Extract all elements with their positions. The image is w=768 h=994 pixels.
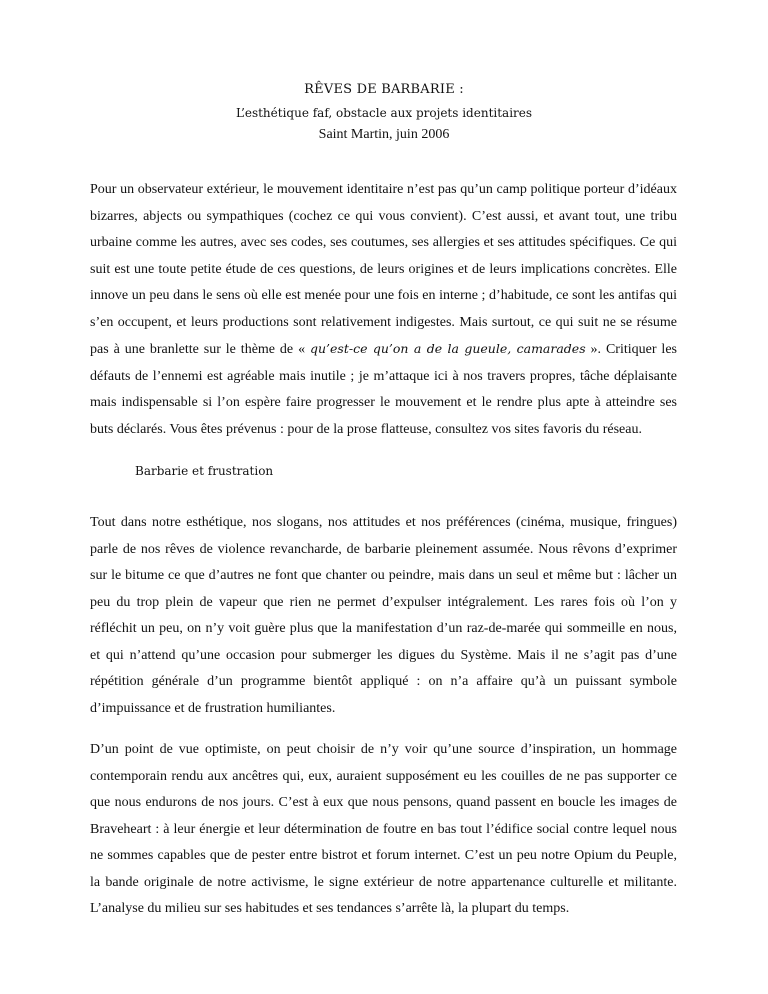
- intro-quote: qu’est-ce qu’on a de la gueule, camarades: [310, 341, 586, 356]
- title-block: [0, 81, 768, 144]
- intro-text-after-quote: ». Critiquer les défauts de l’ennemi est agréable mais inutile ; je m’attaque ici à nos travers propres, tâche déplaisante mais indispensable si l’on espère faire progresser le mouvement et le rendre plus apte à atteindre ses buts déclarés. Vous êtes prévenus : pour de la prose flatteuse, consultez vos sites favoris du réseau.: [90, 342, 677, 437]
- section-paragraph-1: Tout dans notre esthétique, nos slogans, nos attitudes et nos préférences (cinéma, musique, fringues) parle de nos rêves de violence revancharde, de barbarie pleinement assumée. Nous rêvons d’exprimer sur le bitume ce que d’autres ne font que chanter ou peindre, mais dans un seul et même but : lâcher un peu du trop plein de vapeur que rien ne permet d’expulser intégralement. Les rares fois où l’on y réfléchit un peu, on n’y voit guère plus que la manifestation d’un raz-de-marée qui sommeille en nous, et qui n’attend qu’une occasion pour submerger les digues du Système. Mais il ne s’agit pas d’une répétition générale d’un programme bientôt appliqué : on n’a affaire qu’à un puissant symbole d’impuissance et de frustration humiliantes.: [90, 515, 677, 716]
- document-title: RÊVES DE BARBARIE :: [304, 82, 464, 97]
- intro-text-before-quote: Pour un observateur extérieur, le mouvement identitaire n’est pas qu’un camp politique porteur d’idéaux bizarres, abjects ou sympathiques (cochez ce qui vous convient). C’est aussi, et avant tout, une tribu urbaine comme les autres, avec ses codes, ses coutumes, ses allergies et ses attitudes spécifiques. Ce qui suit est une toute petite étude de ces questions, de leurs origines et de leurs implications concrètes. Elle innove un peu dans le sens où elle est menée pour une fois en interne ; d’habitude, ce sont les antifas qui s’en occupent, et leurs productions sont relativement indigestes. Mais surtout, ce qui suit ne se résume pas à une branlette sur le thème de «: [90, 182, 677, 357]
- document-subtitle: L’esthétique faf, obstacle aux projets identitaires: [235, 106, 533, 120]
- section-paragraph-2: D’un point de vue optimiste, on peut choisir de n’y voir qu’une source d’inspiration, un hommage contemporain rendu aux ancêtres qui, eux, auraient supposément eu les couilles de ne pas supporter ce que nous endurons de nos jours. C’est à eux que nous pensons, quand passent en boucle les images de Braveheart : à leur énergie et leur détermination de foutre en bas tout l’édifice social contre lequel nous ne sommes capables que de pester entre bistrot et forum internet. C’est un peu notre Opium du Peuple, la bande originale de notre activisme, le signe extérieur de notre appartenance culturelle et militante. L’analyse du milieu sur ses habitudes et ses tendances s’arrête là, la plupart du temps.: [90, 742, 677, 916]
- intro-paragraph: [90, 177, 677, 443]
- dateline: Saint Martin, juin 2006: [318, 127, 450, 142]
- section-heading: Barbarie et frustration: [135, 464, 274, 478]
